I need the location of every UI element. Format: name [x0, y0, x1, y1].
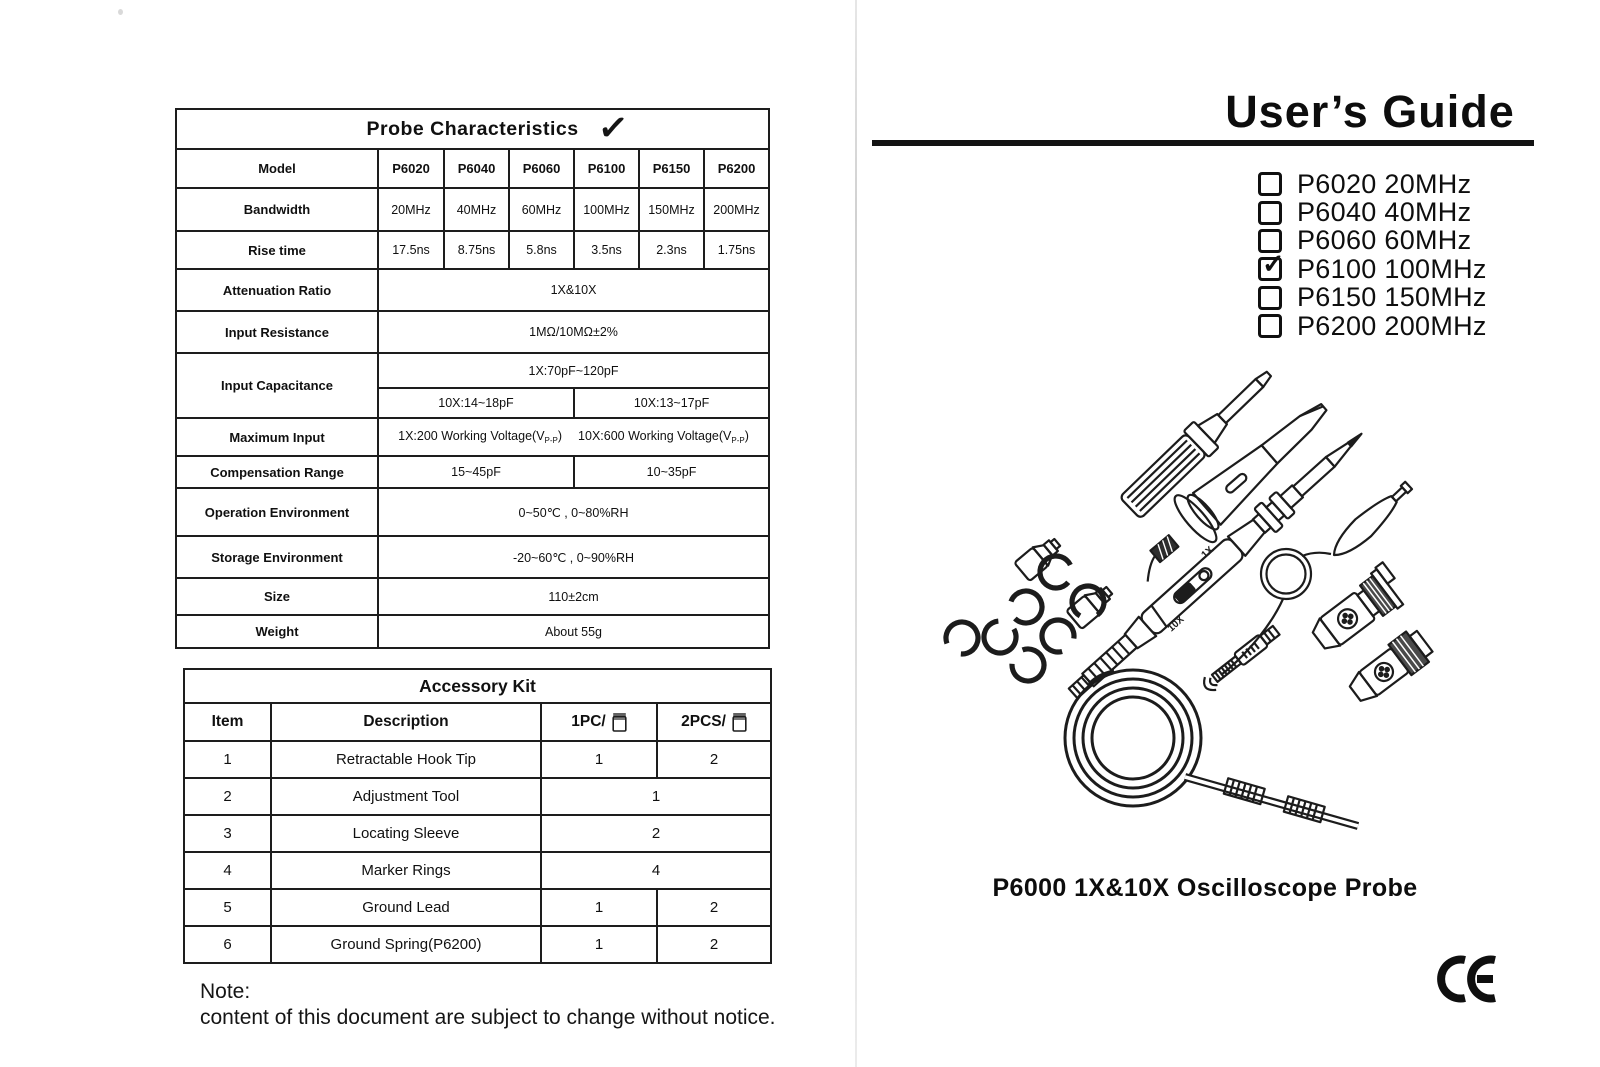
- bandwidth-cell: 40MHz: [444, 188, 509, 231]
- checkbox-checked: [1258, 249, 1285, 281]
- accessory-row: 6 Ground Spring(P6200) 1 2: [184, 926, 771, 963]
- ce-mark-icon: [1436, 955, 1498, 1008]
- row-label-operation-environment: Operation Environment: [176, 488, 378, 536]
- row-label-rise-time: Rise time: [176, 231, 378, 269]
- model-option-p6150: P6150 150MHz: [1258, 284, 1487, 312]
- row-label-size: Size: [176, 578, 378, 615]
- rise-time-cell: 17.5ns: [378, 231, 444, 269]
- probe-kit-illustration: [938, 350, 1453, 837]
- bandwidth-cell: 200MHz: [704, 188, 769, 231]
- marker-ring-drawing: [941, 617, 982, 658]
- row-label-model: Model: [176, 149, 378, 188]
- compensation-low: 15~45pF: [378, 456, 574, 488]
- compensation-high: 10~35pF: [574, 456, 769, 488]
- svg-text:1X: 1X: [1199, 544, 1216, 561]
- row-label-compensation-range: Compensation Range: [176, 456, 378, 488]
- svg-text:10X: 10X: [1165, 614, 1187, 635]
- weight-value: About 55g: [378, 615, 769, 648]
- col-header-2pcs: 2PCS/: [657, 703, 771, 741]
- marker-ring-drawing: [1007, 644, 1048, 685]
- maximum-input-value: 1X:200 Working $Voltage(V_{P-P})$ 10X:600 Working $Voltage(V_{P-P})$: [378, 418, 769, 456]
- accessory-row: 3 Locating Sleeve 2: [184, 815, 771, 852]
- checkbox-unchecked: [1258, 314, 1282, 338]
- bandwidth-cell: 150MHz: [639, 188, 704, 231]
- product-title: P6000 1X&10X Oscilloscope Probe: [992, 874, 1418, 902]
- storage-environment-value: -20~60℃ , 0~90%RH: [378, 536, 769, 578]
- row-label-maximum-input: Maximum Input: [176, 418, 378, 456]
- bnc-connector-drawing: [1344, 626, 1436, 709]
- title-underline: [872, 140, 1534, 146]
- probe-characteristics-table: [175, 105, 770, 649]
- input-capacitance-1x: 1X:70pF~120pF: [378, 353, 769, 388]
- model-cell: P6100: [574, 149, 639, 188]
- model-checkbox-list: [1258, 170, 1487, 340]
- bandwidth-cell: 100MHz: [574, 188, 639, 231]
- bandwidth-cell: 20MHz: [378, 188, 444, 231]
- model-option-p6100: ✓ P6100 100MHz: [1258, 255, 1487, 283]
- package-bag-icon: [732, 712, 747, 732]
- rise-time-cell: 8.75ns: [444, 231, 509, 269]
- model-cell: P6040: [444, 149, 509, 188]
- accessory-table-title: Accessory Kit: [184, 669, 771, 703]
- input-resistance-value: 1MΩ/10MΩ±2%: [378, 311, 769, 353]
- size-value: 110±2cm: [378, 578, 769, 615]
- checkbox-unchecked: [1258, 286, 1282, 310]
- ground-lead-drawing: [1200, 624, 1282, 694]
- model-option-p6020: P6020 20MHz: [1258, 170, 1487, 198]
- accessory-row: 1 Retractable Hook Tip 1 2: [184, 741, 771, 778]
- package-bag-icon: [612, 712, 627, 732]
- model-cell: P6150: [639, 149, 704, 188]
- users-guide-title: User’s Guide: [1225, 86, 1515, 137]
- accessory-row: 4 Marker Rings 4: [184, 852, 771, 889]
- handwritten-checkmark: ✓: [595, 105, 631, 150]
- model-cell: P6060: [509, 149, 574, 188]
- model-cell: P6020: [378, 149, 444, 188]
- model-cell: P6200: [704, 149, 769, 188]
- rise-time-cell: 2.3ns: [639, 231, 704, 269]
- adjustment-tool-drawing: [1117, 361, 1281, 521]
- accessory-row: 5 Ground Lead 1 2: [184, 889, 771, 926]
- row-label-storage-environment: Storage Environment: [176, 536, 378, 578]
- rise-time-cell: 5.8ns: [509, 231, 574, 269]
- ground-spring-drawing: [1134, 535, 1183, 581]
- bandwidth-cell: 60MHz: [509, 188, 574, 231]
- accessory-row: 2 Adjustment Tool 1: [184, 778, 771, 815]
- rise-time-cell: 1.75ns: [704, 231, 769, 269]
- probe-body-drawing: [1060, 419, 1377, 711]
- scan-artifact: [118, 9, 123, 15]
- checkbox-unchecked: [1258, 201, 1282, 225]
- model-option-p6200: P6200 200MHz: [1258, 312, 1487, 340]
- model-option-p6060: P6060 60MHz: [1258, 227, 1487, 255]
- row-label-bandwidth: Bandwidth: [176, 188, 378, 231]
- input-capacitance-10x-low: 10X:14~18pF: [378, 388, 574, 418]
- row-label-input-capacitance: Input Capacitance: [176, 353, 378, 418]
- checkbox-unchecked: [1258, 172, 1282, 196]
- marker-ring-drawing: [1038, 616, 1077, 655]
- check-glyph: ✓: [1262, 249, 1285, 280]
- operation-environment-value: 0~50℃ , 0~80%RH: [378, 488, 769, 536]
- model-option-p6040: P6040 40MHz: [1258, 198, 1487, 226]
- probe-table-title: Probe Characteristics: [176, 109, 769, 149]
- accessory-kit-table: [183, 668, 772, 964]
- col-header-item: Item: [184, 703, 271, 741]
- note-label: Note:: [200, 980, 251, 1003]
- row-label-attenuation: Attenuation Ratio: [176, 269, 378, 311]
- rise-time-cell: 3.5ns: [574, 231, 639, 269]
- sprung-hook-clip-drawing: [1326, 477, 1416, 563]
- page-fold-line: [855, 0, 857, 1067]
- note-text: content of this document are subject to change without notice.: [200, 1006, 776, 1029]
- row-label-input-resistance: Input Resistance: [176, 311, 378, 353]
- attenuation-value: 1X&10X: [378, 269, 769, 311]
- cable-loop-drawing: [1221, 549, 1331, 675]
- col-header-description: Description: [271, 703, 541, 741]
- marker-ring-drawing: [1005, 586, 1046, 627]
- col-header-1pc: 1PC/: [541, 703, 657, 741]
- row-label-weight: Weight: [176, 615, 378, 648]
- input-capacitance-10x-high: 10X:13~17pF: [574, 388, 769, 418]
